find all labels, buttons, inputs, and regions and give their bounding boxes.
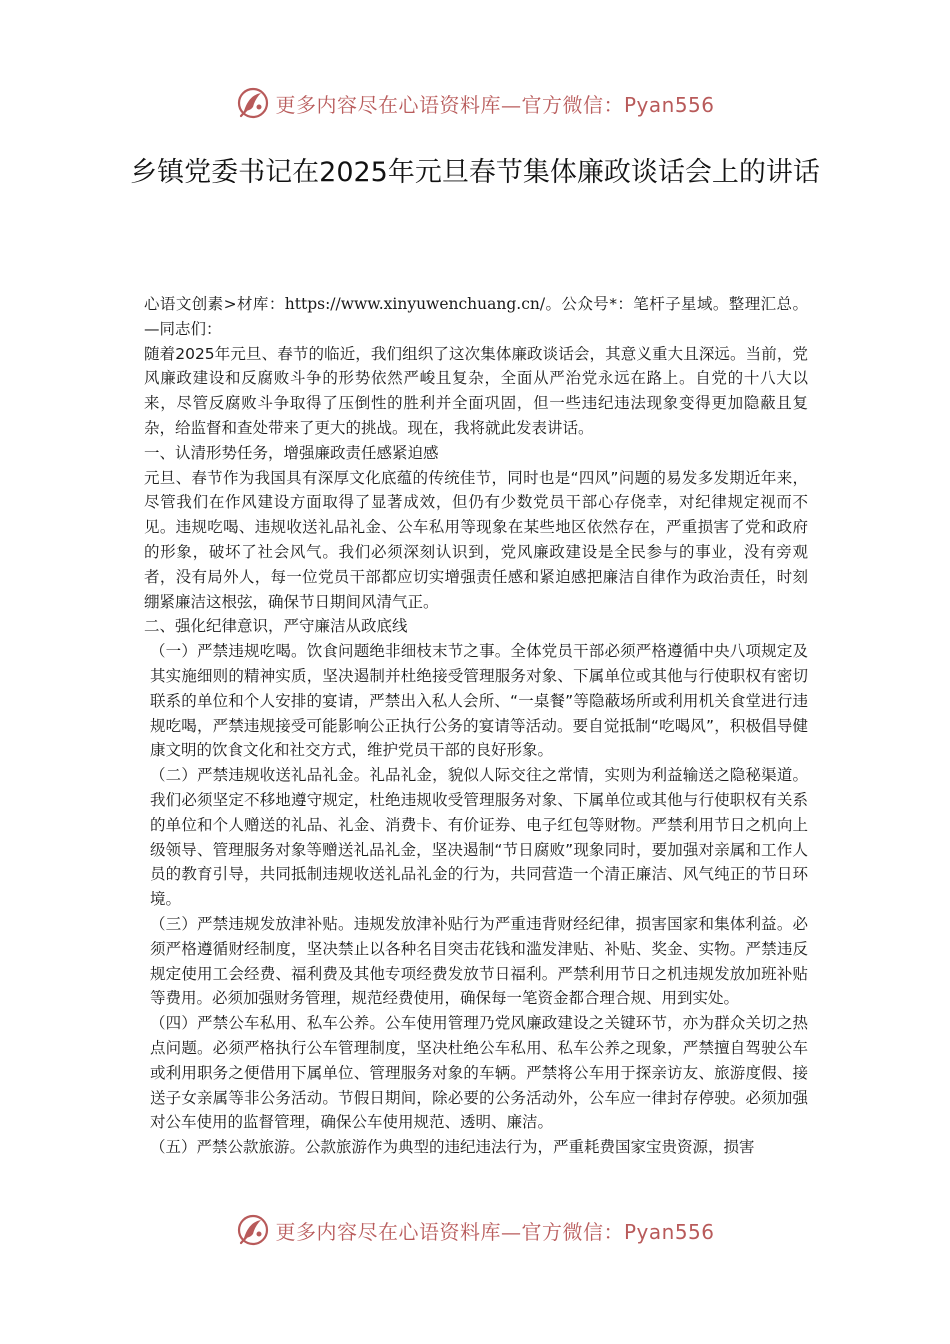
document-body bbox=[144, 292, 808, 1160]
paragraph-item-1: （一）严禁违规吃喝。饮食问题绝非细枝末节之事。全体党员干部必须严格遵循中央八项规定及其实施细则的精神实质，坚决遏制并杜绝接受管理服务对象、下属单位或其他与行使职权有密切联系的单位和个人安排的宴请，严禁出入私人会所、“一桌餐”等隐蔽场所或利用机关食堂进行违规吃喝，严禁违规接受可能影响公正执行公务的宴请等活动。要自觉抵制“吃喝风”，积极倡导健康文明的饮食文化和社交方式，维护党员干部的良好形象。 bbox=[150, 642, 808, 760]
paragraph-intro: 随着2025年元旦、春节的临近，我们组织了这次集体廉政谈话会，其意义重大且深远。当前，党风廉政建设和反腐败斗争的形势依然严峻且复杂，全面从严治党永远在路上。自党的十八大以来，尽管反腐败斗争取得了压倒性的胜利并全面巩固，但一些违纪违法现象变得更加隐蔽且复杂，给监督和查处带来了更大的挑战。现在，我将就此发表讲话。 bbox=[144, 344, 808, 437]
source-url: https://www.xinyuwenchuang.cn/ bbox=[284, 295, 546, 313]
paragraph-section-1: 元旦、春节作为我国具有深厚文化底蕴的传统佳节，同时也是“四风”问题的易发多发期近年来，尽管我们在作风建设方面取得了显著成效，但仍有少数党员干部心存侥幸，对纪律规定视而不见。违规吃喝、违规收送礼品礼金、公车私用等现象在某些地区依然存在，严重损害了党和政府的形象，破坏了社会风气。我们必须深刻认识到，党风廉政建设是全民参与的事业，没有旁观者，没有局外人，每一位党员干部都应切实增强责任感和紧迫感把廉洁自律作为政治责任，时刻绷紧廉洁这根弦，确保节日期间风清气正。 bbox=[144, 468, 808, 611]
wechat-id: Pyan556 bbox=[623, 1219, 715, 1244]
paragraph-item-2: （二）严禁违规收送礼品礼金。礼品礼金，貌似人际交往之常情，实则为利益输送之隐秘渠道。我们必须坚定不移地遵守规定，杜绝违规收受管理服务对象、下属单位或其他与行使职权有关系的单位和个人赠送的礼品、礼金、消费卡、有价证券、电子红包等财物。严禁利用节日之机向上级领导、管理服务对象等赠送礼品礼金，坚决遏制“节日腐败”现象同时，要加强对亲属和工作人员的教育引导，共同抵制违规收送礼品礼金的行为，共同营造一个清正廉洁、风气纯正的节日环境。 bbox=[150, 766, 808, 909]
brand-logo-icon bbox=[235, 1212, 271, 1248]
wechat-id: Pyan556 bbox=[623, 92, 715, 117]
header-banner bbox=[0, 83, 950, 123]
footer-banner bbox=[0, 1210, 950, 1250]
paragraph-item-5: （五）严禁公款旅游。公款旅游作为典型的违纪违法行为，严重耗费国家宝贵资源，损害 bbox=[150, 1138, 755, 1157]
section-heading-1: 一、认清形势任务，增强廉政责任感紧迫感 bbox=[144, 443, 439, 462]
section-heading-2: 二、强化纪律意识，严守廉洁从政底线 bbox=[144, 617, 408, 636]
paragraph-item-4: （四）严禁公车私用、私车公养。公车使用管理乃党风廉政建设之关键环节，亦为群众关切之热点问题。必须严格执行公车管理制度，坚决杜绝公车私用、私车公养之现象，严禁擅自驾驶公车或利用职务之便借用下属单位、管理服务对象的车辆。严禁将公车用于探亲访友、旅游度假、接送子女亲属等非公务活动。节假日期间，除必要的公务活动外，公车应一律封存停驶。必须加强对公车使用的监督管理，确保公车使用规范、透明、廉洁。 bbox=[150, 1014, 808, 1132]
paragraph-item-3: （三）严禁违规发放津补贴。违规发放津补贴行为严重违背财经纪律，损害国家和集体利益。必须严格遵循财经制度，坚决禁止以各种名目突击花钱和滥发津贴、补贴、奖金、实物。严禁违反规定使用工会经费、福利费及其他专项经费发放节日福利。严禁利用节日之机违规发放加班补贴等费用。必须加强财务管理，规范经费使用，确保每一笔资金都合理合规、用到实处。 bbox=[150, 914, 808, 1008]
banner-text: 更多内容尽在心语资料库—官方微信：Pyan556 bbox=[275, 92, 715, 117]
banner-text: 更多内容尽在心语资料库—官方微信：Pyan556 bbox=[275, 1219, 715, 1244]
document-title: 乡镇党委书记在2025年元旦春节集体廉政谈话会上的讲话 bbox=[130, 157, 820, 188]
brand-logo-icon bbox=[235, 85, 271, 121]
source-line: 心语文创素>材库：https://www.xinyuwenchuang.cn/。公众号*：笔杆子星域。整理汇总。—同志们： bbox=[144, 295, 808, 338]
